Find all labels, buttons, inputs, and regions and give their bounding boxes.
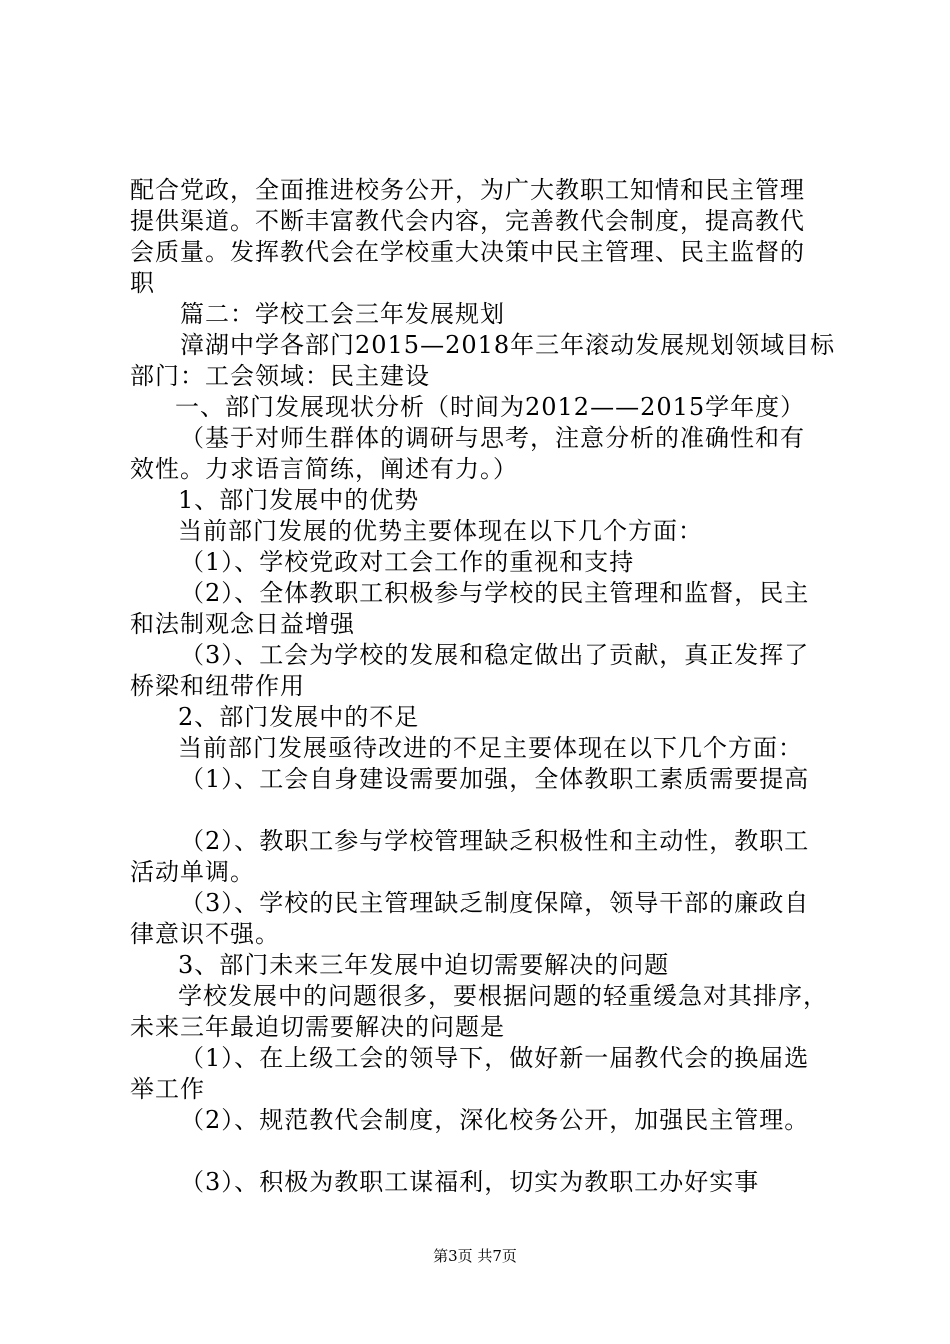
body-line: 桥梁和纽带作用 xyxy=(130,672,305,700)
subsection-heading: 1、部门发展中的优势 xyxy=(178,486,420,514)
list-item: （2）、教职工参与学校管理缺乏积极性和主动性，教职工 xyxy=(180,827,810,855)
body-line: 配合党政，全面推进校务公开，为广大教职工知情和民主管理 xyxy=(130,176,805,204)
list-item: （1）、工会自身建设需要加强，全体教职工素质需要提高 xyxy=(180,765,810,793)
list-item: （3）、积极为教职工谋福利，切实为教职工办好实事 xyxy=(180,1168,760,1196)
body-line: 漳湖中学各部门2015—2018年三年滚动发展规划领域目标 xyxy=(180,331,836,359)
body-line: （基于对师生群体的调研与思考，注意分析的准确性和有 xyxy=(180,424,805,452)
body-line: 提供渠道。不断丰富教代会内容，完善教代会制度，提高教代 xyxy=(130,207,805,235)
list-item: （1）、在上级工会的领导下，做好新一届教代会的换届选 xyxy=(180,1044,810,1072)
list-item: （2）、规范教代会制度，深化校务公开，加强民主管理。 xyxy=(180,1106,810,1134)
subsection-heading: 2、部门发展中的不足 xyxy=(178,703,420,731)
body-line: 当前部门发展的优势主要体现在以下几个方面： xyxy=(178,517,703,545)
body-line: 学校发展中的问题很多，要根据问题的轻重缓急对其排序， xyxy=(178,982,828,1010)
body-line: 活动单调。 xyxy=(130,858,255,886)
section-heading: 篇二：学校工会三年发展规划 xyxy=(180,300,505,328)
body-line: 当前部门发展亟待改进的不足主要体现在以下几个方面： xyxy=(178,734,803,762)
list-item: （2）、全体教职工积极参与学校的民主管理和监督，民主 xyxy=(180,579,810,607)
list-item: （1）、学校党政对工会工作的重视和支持 xyxy=(180,548,635,576)
body-line: 举工作 xyxy=(130,1075,205,1103)
list-item: （3）、学校的民主管理缺乏制度保障，领导干部的廉政自 xyxy=(180,889,810,917)
body-line: 会质量。发挥教代会在学校重大决策中民主管理、民主监督的 xyxy=(130,238,805,266)
page-footer: 第3页 共7页 xyxy=(433,1247,517,1265)
body-line: 和法制观念日益增强 xyxy=(130,610,355,638)
subsection-heading: 3、部门未来三年发展中迫切需要解决的问题 xyxy=(178,951,670,979)
body-line: 未来三年最迫切需要解决的问题是 xyxy=(130,1013,505,1041)
list-item: （3）、工会为学校的发展和稳定做出了贡献，真正发挥了 xyxy=(180,641,810,669)
body-line: 效性。力求语言简练，阐述有力。） xyxy=(130,455,518,483)
subsection-heading: 一、部门发展现状分析（时间为2012——2015学年度） xyxy=(175,393,806,421)
body-line: 律意识不强。 xyxy=(130,920,280,948)
body-line: 职 xyxy=(130,269,155,297)
body-line: 部门：工会领域：民主建设 xyxy=(130,362,430,390)
